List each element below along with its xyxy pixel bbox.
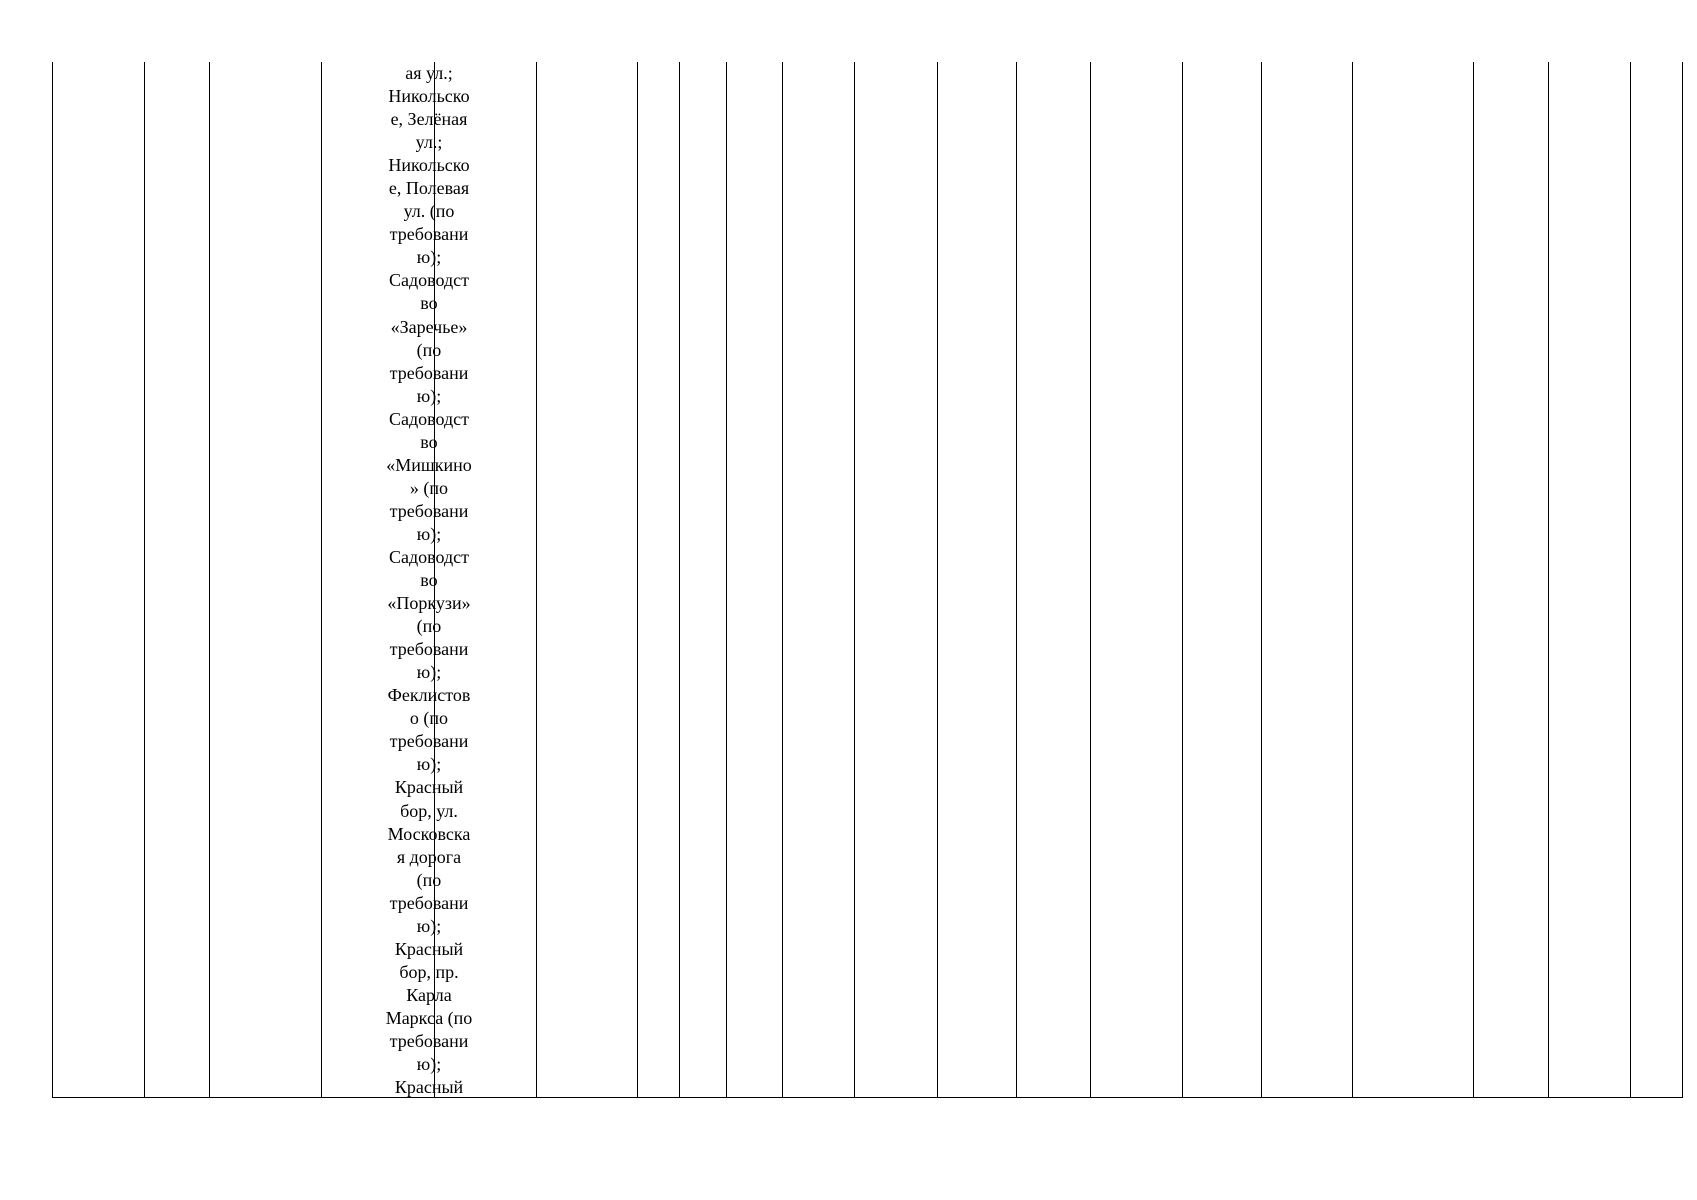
stop-line: Карла	[406, 984, 452, 1005]
stop-line: требовани	[389, 1030, 469, 1051]
table-column-border	[679, 62, 680, 1098]
table-column-border	[1261, 62, 1262, 1098]
stop-line: Маркса (по	[385, 1007, 473, 1028]
stop-line: во	[420, 293, 438, 314]
stop-line: Никольско	[388, 155, 470, 176]
stop-line: требовани	[389, 362, 469, 383]
stop-line: Московска	[387, 823, 471, 844]
stop-line: ю);	[416, 754, 442, 775]
stop-line: ю);	[416, 915, 442, 936]
stop-line: требовани	[389, 639, 469, 660]
stop-line: Красный	[394, 1077, 464, 1098]
table-column-border	[782, 62, 783, 1098]
stop-line: ю);	[416, 523, 442, 544]
table-column-border	[321, 62, 322, 1098]
stop-line: Красный	[394, 777, 464, 798]
stop-line: требовани	[389, 224, 469, 245]
stop-line: «Поркузи»	[387, 593, 471, 614]
stop-line: Никольско	[388, 86, 470, 107]
stop-line: «Мишкино	[386, 454, 472, 475]
stop-line: во	[420, 431, 438, 452]
stop-line: Садоводст	[388, 270, 470, 291]
table-column-border	[937, 62, 938, 1098]
stop-line: я дорога	[396, 846, 462, 867]
stop-line: (по	[416, 869, 442, 890]
stop-line: требовани	[389, 892, 469, 913]
table-column-border	[726, 62, 727, 1098]
table-column-border	[637, 62, 638, 1098]
stop-line: (по	[416, 616, 442, 637]
stop-line: бор, пр.	[399, 961, 459, 982]
table-column-border	[52, 62, 53, 1098]
table-column-border	[1352, 62, 1353, 1098]
table-column-border	[209, 62, 210, 1098]
stop-line: » (по	[409, 477, 449, 498]
stop-line: бор, ул.	[400, 800, 458, 821]
schedule-table	[52, 62, 1683, 1098]
stop-line: «Заречье»	[390, 316, 468, 337]
table-column-border	[536, 62, 537, 1098]
stop-line: Феклистов	[387, 685, 471, 706]
stop-line: ю);	[416, 385, 442, 406]
stop-line: е, Зелёная	[390, 109, 468, 130]
stop-line: Садоводст	[388, 408, 470, 429]
stop-line: о (по	[409, 708, 449, 729]
stop-line: ул. (по	[403, 201, 455, 222]
stop-line: ю);	[416, 247, 442, 268]
table-column-border	[1090, 62, 1091, 1098]
stop-line: ул.;	[415, 132, 443, 153]
stop-line: во	[420, 570, 438, 591]
table-column-border	[1630, 62, 1631, 1098]
table-column-border	[854, 62, 855, 1098]
table-column-border	[1016, 62, 1017, 1098]
stops-list-cell	[373, 62, 485, 1099]
stop-line: Садоводст	[388, 546, 470, 567]
table-column-border	[1473, 62, 1474, 1098]
stop-line: е, Полевая	[388, 178, 470, 199]
table-column-border	[1682, 62, 1683, 1098]
stop-line: ю);	[416, 662, 442, 683]
table-column-border	[1182, 62, 1183, 1098]
stop-line: требовани	[389, 731, 469, 752]
table-column-border	[1548, 62, 1549, 1098]
stop-line: требовани	[389, 500, 469, 521]
stop-line: (по	[416, 339, 442, 360]
table-column-border	[144, 62, 145, 1098]
stop-line: Красный	[394, 938, 464, 959]
stop-line: ая ул.;	[405, 63, 453, 83]
stop-line: ю);	[416, 1054, 442, 1075]
